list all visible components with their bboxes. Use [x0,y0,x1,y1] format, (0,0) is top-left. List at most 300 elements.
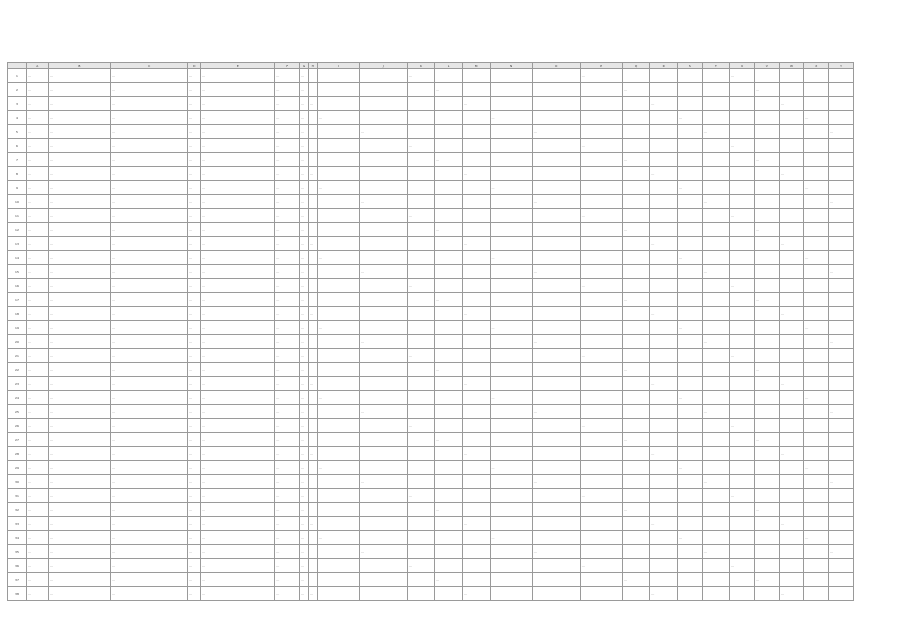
cell[interactable] [580,503,622,517]
cell[interactable]: … [300,153,309,167]
cell[interactable]: … [275,447,300,461]
cell[interactable] [754,587,779,601]
row-header[interactable]: 21 [8,349,27,363]
column-header[interactable]: X [804,63,829,69]
cell[interactable]: … [111,125,188,139]
cell[interactable]: … [300,489,309,503]
cell[interactable]: … [275,433,300,447]
cell[interactable] [490,125,532,139]
cell[interactable] [490,349,532,363]
cell[interactable] [407,251,435,265]
cell[interactable] [317,433,359,447]
cell[interactable] [677,419,702,433]
cell[interactable] [622,335,650,349]
cell[interactable] [359,307,407,321]
cell[interactable]: … [48,265,111,279]
cell[interactable] [804,125,829,139]
cell[interactable]: … [308,447,317,461]
row-header[interactable]: 2 [8,83,27,97]
cell[interactable]: … [188,251,201,265]
cell[interactable]: … [201,209,275,223]
cell[interactable]: … [779,237,804,251]
cell[interactable] [359,209,407,223]
cell[interactable]: … [201,307,275,321]
cell[interactable]: … [111,335,188,349]
cell[interactable] [677,433,702,447]
cell[interactable] [462,321,490,335]
cell[interactable] [622,545,650,559]
cell[interactable]: … [188,503,201,517]
cell[interactable] [580,391,622,405]
cell[interactable] [490,307,532,321]
column-header[interactable]: I [317,63,359,69]
cell[interactable] [462,363,490,377]
cell[interactable]: … [754,433,779,447]
cell[interactable]: … [275,181,300,195]
cell[interactable]: … [275,363,300,377]
cell[interactable] [435,391,463,405]
cell[interactable]: … [26,181,48,195]
cell[interactable] [407,461,435,475]
cell[interactable]: … [48,181,111,195]
cell[interactable]: … [201,223,275,237]
cell[interactable] [490,447,532,461]
cell[interactable] [359,223,407,237]
row-header[interactable]: 8 [8,167,27,181]
cell[interactable]: … [359,195,407,209]
cell[interactable] [702,279,730,293]
cell[interactable] [308,335,317,349]
cell[interactable]: … [201,391,275,405]
cell[interactable]: … [275,559,300,573]
cell[interactable]: … [779,167,804,181]
cell[interactable]: … [188,489,201,503]
cell[interactable]: … [275,517,300,531]
cell[interactable] [754,419,779,433]
cell[interactable] [317,195,359,209]
cell[interactable]: … [188,545,201,559]
cell[interactable] [308,209,317,223]
cell[interactable] [779,363,804,377]
cell[interactable]: … [188,167,201,181]
cell[interactable] [829,433,854,447]
cell[interactable] [462,153,490,167]
cell[interactable]: … [462,237,490,251]
cell[interactable]: … [317,321,359,335]
cell[interactable] [677,545,702,559]
cell[interactable] [650,69,678,83]
cell[interactable] [359,419,407,433]
cell[interactable] [580,237,622,251]
cell[interactable] [730,391,755,405]
cell[interactable] [754,279,779,293]
cell[interactable] [677,209,702,223]
cell[interactable]: … [188,531,201,545]
cell[interactable] [829,181,854,195]
cell[interactable] [407,125,435,139]
cell[interactable] [622,167,650,181]
cell[interactable]: … [407,139,435,153]
cell[interactable] [650,265,678,279]
cell[interactable] [435,587,463,601]
cell[interactable]: … [300,475,309,489]
cell[interactable] [359,83,407,97]
cell[interactable]: … [308,237,317,251]
cell[interactable] [407,195,435,209]
row-header[interactable]: 38 [8,587,27,601]
cell[interactable] [359,139,407,153]
cell[interactable] [359,461,407,475]
cell[interactable] [435,377,463,391]
cell[interactable] [754,307,779,321]
cell[interactable]: … [201,573,275,587]
cell[interactable]: … [48,377,111,391]
cell[interactable]: … [48,545,111,559]
cell[interactable] [622,209,650,223]
cell[interactable]: … [26,307,48,321]
cell[interactable] [435,139,463,153]
cell[interactable]: … [201,475,275,489]
cell[interactable]: … [26,195,48,209]
cell[interactable]: … [188,517,201,531]
cell[interactable]: … [300,433,309,447]
cell[interactable]: … [300,293,309,307]
cell[interactable] [804,587,829,601]
cell[interactable]: … [201,335,275,349]
cell[interactable]: … [201,195,275,209]
cell[interactable] [462,181,490,195]
cell[interactable] [532,237,580,251]
row-header[interactable]: 18 [8,307,27,321]
cell[interactable]: … [804,251,829,265]
cell[interactable]: … [580,419,622,433]
cell[interactable] [462,559,490,573]
cell[interactable]: … [26,433,48,447]
cell[interactable]: … [300,265,309,279]
cell[interactable] [490,153,532,167]
cell[interactable] [730,125,755,139]
cell[interactable]: … [702,405,730,419]
cell[interactable]: … [275,167,300,181]
cell[interactable] [829,69,854,83]
cell[interactable]: … [730,419,755,433]
cell[interactable]: … [532,335,580,349]
cell[interactable]: … [26,111,48,125]
cell[interactable]: … [48,475,111,489]
cell[interactable] [308,265,317,279]
cell[interactable]: … [26,223,48,237]
cell[interactable] [407,391,435,405]
cell[interactable] [462,461,490,475]
cell[interactable]: … [26,139,48,153]
cell[interactable] [779,531,804,545]
cell[interactable] [407,335,435,349]
cell[interactable] [829,349,854,363]
cell[interactable] [490,559,532,573]
cell[interactable]: … [188,349,201,363]
cell[interactable]: … [188,97,201,111]
cell[interactable]: … [677,321,702,335]
cell[interactable]: … [275,307,300,321]
cell[interactable] [435,195,463,209]
cell[interactable] [407,111,435,125]
cell[interactable]: … [48,195,111,209]
cell[interactable] [462,433,490,447]
cell[interactable]: … [188,419,201,433]
cell[interactable] [754,251,779,265]
cell[interactable]: … [532,195,580,209]
cell[interactable]: … [111,97,188,111]
cell[interactable] [677,349,702,363]
cell[interactable]: … [702,195,730,209]
column-header[interactable]: H [308,63,317,69]
cell[interactable] [359,517,407,531]
row-header[interactable]: 30 [8,475,27,489]
cell[interactable]: … [111,349,188,363]
cell[interactable] [677,237,702,251]
cell[interactable] [650,531,678,545]
cell[interactable] [730,321,755,335]
cell[interactable]: … [275,461,300,475]
column-header[interactable]: V [754,63,779,69]
cell[interactable] [779,489,804,503]
cell[interactable] [407,307,435,321]
cell[interactable]: … [275,335,300,349]
cell[interactable] [407,181,435,195]
cell[interactable] [532,391,580,405]
cell[interactable] [779,335,804,349]
cell[interactable] [804,517,829,531]
cell[interactable] [462,111,490,125]
cell[interactable] [730,237,755,251]
cell[interactable] [677,363,702,377]
cell[interactable]: … [26,335,48,349]
cell[interactable] [677,223,702,237]
cell[interactable] [754,335,779,349]
cell[interactable]: … [580,209,622,223]
cell[interactable] [490,293,532,307]
cell[interactable]: … [754,83,779,97]
cell[interactable] [702,111,730,125]
cell[interactable]: … [300,209,309,223]
cell[interactable]: … [677,531,702,545]
cell[interactable]: … [300,405,309,419]
cell[interactable] [804,69,829,83]
cell[interactable] [317,307,359,321]
cell[interactable] [677,559,702,573]
cell[interactable] [779,559,804,573]
cell[interactable]: … [490,461,532,475]
cell[interactable] [677,377,702,391]
cell[interactable] [435,265,463,279]
cell[interactable] [308,405,317,419]
cell[interactable] [435,279,463,293]
cell[interactable] [407,503,435,517]
cell[interactable]: … [26,405,48,419]
cell[interactable] [317,559,359,573]
cell[interactable]: … [435,503,463,517]
row-header[interactable]: 19 [8,321,27,335]
cell[interactable] [622,489,650,503]
cell[interactable] [702,209,730,223]
cell[interactable] [804,209,829,223]
column-header[interactable]: G [300,63,309,69]
cell[interactable] [490,377,532,391]
cell[interactable]: … [48,125,111,139]
cell[interactable] [829,153,854,167]
cell[interactable]: … [111,419,188,433]
cell[interactable]: … [48,391,111,405]
cell[interactable]: … [26,391,48,405]
cell[interactable]: … [275,83,300,97]
cell[interactable] [804,433,829,447]
cell[interactable] [730,307,755,321]
cell[interactable] [532,587,580,601]
cell[interactable] [435,475,463,489]
cell[interactable] [677,97,702,111]
cell[interactable]: … [111,391,188,405]
cell[interactable] [359,349,407,363]
cell[interactable] [804,559,829,573]
cell[interactable]: … [407,349,435,363]
cell[interactable] [435,321,463,335]
cell[interactable]: … [26,517,48,531]
cell[interactable]: … [48,447,111,461]
cell[interactable]: … [111,265,188,279]
cell[interactable] [829,279,854,293]
cell[interactable] [650,111,678,125]
cell[interactable]: … [300,419,309,433]
cell[interactable] [490,279,532,293]
cell[interactable] [532,489,580,503]
cell[interactable]: … [188,181,201,195]
cell[interactable]: … [779,517,804,531]
cell[interactable]: … [275,349,300,363]
cell[interactable] [650,139,678,153]
cell[interactable]: … [188,461,201,475]
cell[interactable] [730,181,755,195]
cell[interactable] [308,489,317,503]
cell[interactable] [462,349,490,363]
cell[interactable]: … [622,223,650,237]
cell[interactable] [677,279,702,293]
cell[interactable]: … [462,517,490,531]
cell[interactable]: … [26,419,48,433]
cell[interactable] [435,559,463,573]
cell[interactable] [677,335,702,349]
cell[interactable]: … [188,293,201,307]
column-header[interactable]: C [111,63,188,69]
column-header[interactable]: Q [622,63,650,69]
cell[interactable] [677,139,702,153]
cell[interactable] [407,587,435,601]
cell[interactable]: … [48,69,111,83]
cell[interactable]: … [650,237,678,251]
cell[interactable] [730,83,755,97]
cell[interactable]: … [308,167,317,181]
cell[interactable] [462,531,490,545]
cell[interactable]: … [622,573,650,587]
column-header[interactable]: L [435,63,463,69]
cell[interactable] [407,223,435,237]
cell[interactable]: … [779,587,804,601]
cell[interactable]: … [111,461,188,475]
cell[interactable]: … [407,559,435,573]
cell[interactable]: … [677,111,702,125]
cell[interactable] [317,265,359,279]
column-header[interactable]: K [407,63,435,69]
cell[interactable] [622,517,650,531]
cell[interactable] [490,69,532,83]
row-header[interactable]: 37 [8,573,27,587]
cell[interactable]: … [435,83,463,97]
cell[interactable] [804,237,829,251]
cell[interactable] [580,321,622,335]
cell[interactable] [317,153,359,167]
cell[interactable] [407,363,435,377]
cell[interactable]: … [702,125,730,139]
cell[interactable]: … [188,433,201,447]
row-header[interactable]: 14 [8,251,27,265]
cell[interactable] [804,405,829,419]
cell[interactable]: … [275,251,300,265]
cell[interactable] [317,223,359,237]
cell[interactable]: … [754,573,779,587]
cell[interactable] [490,545,532,559]
cell[interactable] [532,419,580,433]
cell[interactable]: … [188,223,201,237]
cell[interactable]: … [201,363,275,377]
cell[interactable] [804,97,829,111]
cell[interactable]: … [26,251,48,265]
cell[interactable]: … [111,153,188,167]
cell[interactable] [435,209,463,223]
cell[interactable] [677,265,702,279]
cell[interactable] [622,181,650,195]
row-header[interactable]: 4 [8,111,27,125]
cell[interactable]: … [201,433,275,447]
cell[interactable] [462,405,490,419]
cell[interactable]: … [111,69,188,83]
cell[interactable]: … [48,251,111,265]
column-header[interactable]: F [275,63,300,69]
cell[interactable]: … [275,391,300,405]
cell[interactable] [580,195,622,209]
cell[interactable] [754,531,779,545]
cell[interactable] [650,419,678,433]
cell[interactable] [490,517,532,531]
column-header[interactable]: O [532,63,580,69]
cell[interactable]: … [188,279,201,293]
cell[interactable]: … [26,125,48,139]
cell[interactable] [650,293,678,307]
cell[interactable] [730,447,755,461]
cell[interactable]: … [730,559,755,573]
cell[interactable] [580,433,622,447]
column-header[interactable]: M [462,63,490,69]
cell[interactable]: … [48,293,111,307]
cell[interactable] [829,209,854,223]
cell[interactable]: … [48,587,111,601]
cell[interactable] [754,209,779,223]
cell[interactable] [754,321,779,335]
cell[interactable] [622,405,650,419]
cell[interactable] [462,83,490,97]
cell[interactable]: … [300,559,309,573]
cell[interactable] [580,167,622,181]
cell[interactable] [317,587,359,601]
cell[interactable] [435,335,463,349]
